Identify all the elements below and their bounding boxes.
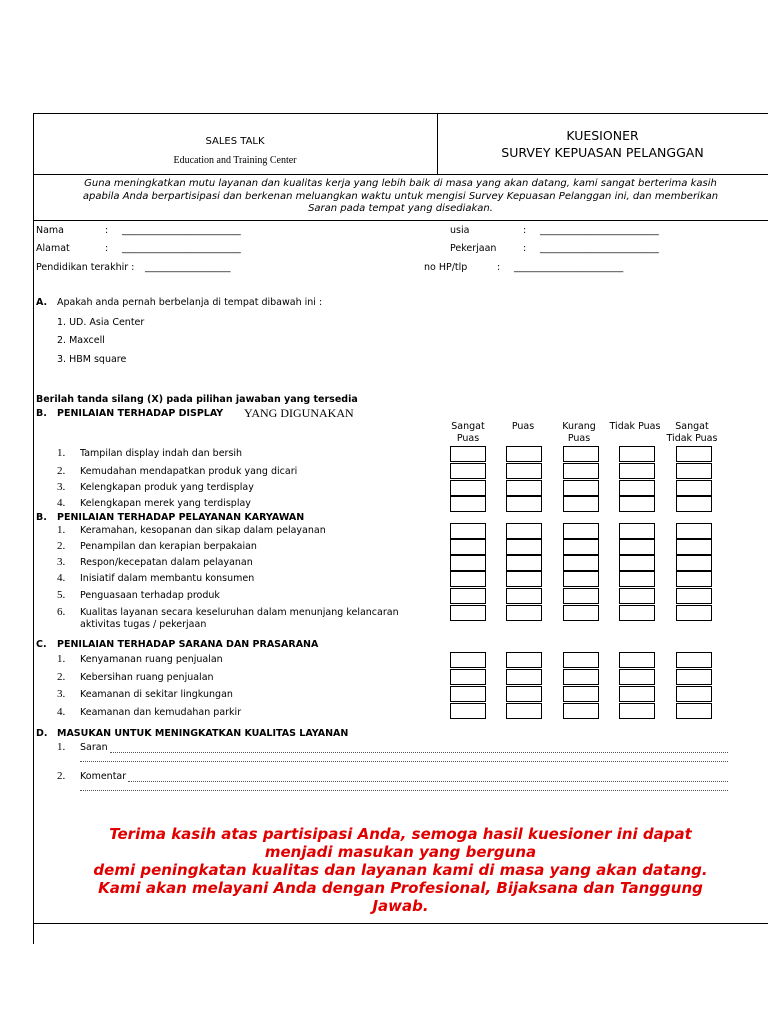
hp-field[interactable]: _______________________ xyxy=(514,262,624,273)
rating-checkbox[interactable] xyxy=(450,652,486,668)
b1-item-text: Kemudahan mendapatkan produk yang dicari xyxy=(80,466,298,477)
rating-checkbox[interactable] xyxy=(676,555,712,571)
rating-checkbox[interactable] xyxy=(563,652,599,668)
b1-item-num: 3. xyxy=(57,481,66,493)
rating-checkbox[interactable] xyxy=(450,571,486,587)
rating-checkbox[interactable] xyxy=(450,669,486,685)
col-sangat-puas-1: Sangat xyxy=(451,421,485,432)
rating-checkbox[interactable] xyxy=(619,605,655,621)
rating-checkbox[interactable] xyxy=(619,496,655,512)
alamat-colon: : xyxy=(105,243,109,254)
instruction-text: Berilah tanda silang (X) pada pilihan jawaban yang tersedia xyxy=(36,394,358,405)
rating-checkbox[interactable] xyxy=(506,652,542,668)
rating-checkbox[interactable] xyxy=(676,669,712,685)
rating-checkbox[interactable] xyxy=(563,703,599,719)
rating-checkbox[interactable] xyxy=(506,523,542,539)
hp-colon: : xyxy=(497,262,501,273)
section-b1-letter: B. xyxy=(36,408,47,419)
rating-checkbox[interactable] xyxy=(619,523,655,539)
header-divider xyxy=(33,174,768,175)
c-item-num: 3. xyxy=(57,688,66,700)
rating-checkbox[interactable] xyxy=(619,669,655,685)
closing-line-5: Jawab. xyxy=(372,897,429,915)
rating-checkbox[interactable] xyxy=(563,555,599,571)
section-a-option-3: 3. HBM square xyxy=(57,354,127,365)
col-tidak-puas: Tidak Puas xyxy=(609,421,661,432)
rating-checkbox[interactable] xyxy=(676,571,712,587)
section-b1-title-tail: YANG DIGUNAKAN xyxy=(244,406,354,420)
rating-checkbox[interactable] xyxy=(563,480,599,496)
section-a-option-1: 1. UD. Asia Center xyxy=(57,317,145,328)
rating-checkbox[interactable] xyxy=(450,539,486,555)
bottom-divider xyxy=(33,923,768,924)
usia-field[interactable]: _________________________ xyxy=(540,225,659,236)
rating-checkbox[interactable] xyxy=(506,686,542,702)
rating-checkbox[interactable] xyxy=(563,605,599,621)
pekerjaan-colon: : xyxy=(523,243,527,254)
rating-checkbox[interactable] xyxy=(506,703,542,719)
closing-line-2: menjadi masukan yang berguna xyxy=(264,843,537,861)
c-item-text: Keamanan dan kemudahan parkir xyxy=(80,707,242,718)
rating-checkbox[interactable] xyxy=(450,588,486,604)
rating-checkbox[interactable] xyxy=(506,669,542,685)
c-item-text: Kenyamanan ruang penjualan xyxy=(80,654,223,665)
b1-item-num: 4. xyxy=(57,497,66,509)
rating-checkbox[interactable] xyxy=(506,463,542,479)
nama-label: Nama xyxy=(36,225,65,236)
pekerjaan-label: Pekerjaan xyxy=(450,243,497,254)
col-sangat-puas-2: Puas xyxy=(456,433,480,444)
saran-field-line-1[interactable] xyxy=(110,752,728,753)
intro-line-2: apabila Anda berpartisipasi dan berkenan meluangkan waktu untuk mengisi Survey Kepuasan Pelanggan ini, dan memberikan xyxy=(82,191,719,202)
section-c-letter: C. xyxy=(36,639,47,650)
b1-item-text: Kelengkapan produk yang terdisplay xyxy=(80,482,254,493)
rating-checkbox[interactable] xyxy=(563,446,599,462)
rating-checkbox[interactable] xyxy=(450,523,486,539)
saran-label: Saran xyxy=(80,742,108,753)
nama-field[interactable]: _________________________ xyxy=(122,225,241,236)
alamat-field[interactable]: _________________________ xyxy=(122,243,241,254)
closing-line-4: Kami akan melayani Anda dengan Profesional, Bijaksana dan Tanggung xyxy=(98,879,703,897)
section-d-title: MASUKAN UNTUK MENINGKATKAN KUALITAS LAYANAN xyxy=(57,728,349,739)
rating-checkbox[interactable] xyxy=(676,463,712,479)
b1-item-num: 1. xyxy=(57,447,66,459)
col-kurang-puas-1: Kurang xyxy=(562,421,596,432)
d-item-num: 2. xyxy=(57,770,66,782)
b1-item-text: Tampilan display indah dan bersih xyxy=(80,448,243,459)
d-item-num: 1. xyxy=(57,741,66,753)
rating-checkbox[interactable] xyxy=(506,588,542,604)
rating-checkbox[interactable] xyxy=(676,446,712,462)
pekerjaan-field[interactable]: _________________________ xyxy=(540,243,659,254)
closing-line-3: demi peningkatan kualitas dan layanan kami di masa yang akan datang. xyxy=(93,861,708,879)
rating-checkbox[interactable] xyxy=(450,446,486,462)
b2-item-text: Penguasaan terhadap produk xyxy=(80,590,220,601)
rating-checkbox[interactable] xyxy=(563,588,599,604)
rating-checkbox[interactable] xyxy=(506,496,542,512)
section-b2-title: PENILAIAN TERHADAP PELAYANAN KARYAWAN xyxy=(57,512,305,523)
rating-checkbox[interactable] xyxy=(619,652,655,668)
usia-colon: : xyxy=(523,225,527,236)
rating-checkbox[interactable] xyxy=(506,605,542,621)
rating-checkbox[interactable] xyxy=(563,571,599,587)
rating-checkbox[interactable] xyxy=(563,463,599,479)
rating-checkbox[interactable] xyxy=(619,446,655,462)
b2-item-text: Kualitas layanan secara keseluruhan dalam menunjang kelancaran xyxy=(80,607,399,618)
b2-item-num: 1. xyxy=(57,524,66,536)
section-a-question: Apakah anda pernah berbelanja di tempat dibawah ini : xyxy=(57,297,323,308)
b2-item-text-cont: aktivitas tugas / pekerjaan xyxy=(80,619,207,630)
rating-checkbox[interactable] xyxy=(563,539,599,555)
section-c-title: PENILAIAN TERHADAP SARANA DAN PRASARANA xyxy=(57,639,319,650)
header-split xyxy=(437,113,438,174)
komentar-label: Komentar xyxy=(80,771,127,782)
c-item-num: 1. xyxy=(57,653,66,665)
rating-checkbox[interactable] xyxy=(563,686,599,702)
section-a-option-2: 2. Maxcell xyxy=(57,335,105,346)
rating-checkbox[interactable] xyxy=(619,555,655,571)
c-item-num: 4. xyxy=(57,706,66,718)
c-item-text: Keamanan di sekitar lingkungan xyxy=(80,689,233,700)
rating-checkbox[interactable] xyxy=(619,686,655,702)
c-item-num: 2. xyxy=(57,671,66,683)
section-a-letter: A. xyxy=(36,297,48,308)
rating-checkbox[interactable] xyxy=(450,496,486,512)
b2-item-text: Penampilan dan kerapian berpakaian xyxy=(80,541,257,552)
col-kurang-puas-2: Puas xyxy=(567,433,591,444)
b2-item-num: 2. xyxy=(57,540,66,552)
rating-checkbox[interactable] xyxy=(619,480,655,496)
pendidikan-field[interactable]: __________________ xyxy=(145,262,231,273)
rating-checkbox[interactable] xyxy=(563,669,599,685)
b2-item-num: 4. xyxy=(57,572,66,584)
intro-divider xyxy=(33,220,768,221)
komentar-field-line-2[interactable] xyxy=(80,790,728,791)
hp-label: no HP/tlp xyxy=(424,262,468,273)
c-item-text: Kebersihan ruang penjualan xyxy=(80,672,214,683)
rating-checkbox[interactable] xyxy=(676,496,712,512)
rating-checkbox[interactable] xyxy=(676,652,712,668)
b1-item-text: Kelengkapan merek yang terdisplay xyxy=(80,498,251,509)
rating-checkbox[interactable] xyxy=(450,480,486,496)
rating-checkbox[interactable] xyxy=(563,496,599,512)
col-sangat-tidak-puas-2: Tidak Puas xyxy=(666,433,718,444)
saran-field-line-2[interactable] xyxy=(80,761,728,762)
nama-colon: : xyxy=(105,225,109,236)
rating-checkbox[interactable] xyxy=(619,571,655,587)
rating-checkbox[interactable] xyxy=(619,703,655,719)
rating-checkbox[interactable] xyxy=(676,539,712,555)
rating-checkbox[interactable] xyxy=(676,523,712,539)
rating-checkbox[interactable] xyxy=(450,463,486,479)
b2-item-num: 6. xyxy=(57,606,66,618)
rating-checkbox[interactable] xyxy=(506,555,542,571)
rating-checkbox[interactable] xyxy=(676,605,712,621)
rating-checkbox[interactable] xyxy=(619,463,655,479)
rating-checkbox[interactable] xyxy=(506,480,542,496)
rating-checkbox[interactable] xyxy=(506,539,542,555)
org-name: SALES TALK xyxy=(205,136,265,147)
rating-checkbox[interactable] xyxy=(676,703,712,719)
col-puas: Puas xyxy=(511,421,535,432)
alamat-label: Alamat xyxy=(36,243,70,254)
rating-checkbox[interactable] xyxy=(676,480,712,496)
komentar-field-line-1[interactable] xyxy=(128,781,728,782)
section-b2-letter: B. xyxy=(36,512,47,523)
rating-checkbox[interactable] xyxy=(450,703,486,719)
col-sangat-tidak-puas-1: Sangat xyxy=(675,421,709,432)
b2-item-text: Respon/kecepatan dalam pelayanan xyxy=(80,557,253,568)
b1-item-num: 2. xyxy=(57,465,66,477)
intro-line-1: Guna meningkatkan mutu layanan dan kualitas kerja yang lebih baik di masa yang akan datang, kami sangat berterima kasih xyxy=(84,178,717,189)
intro-line-3: Saran pada tempat yang disediakan. xyxy=(308,203,493,214)
rating-checkbox[interactable] xyxy=(450,605,486,621)
rating-checkbox[interactable] xyxy=(619,539,655,555)
rating-checkbox[interactable] xyxy=(676,588,712,604)
form-title-line2: SURVEY KEPUASAN PELANGGAN xyxy=(501,145,704,160)
usia-label: usia xyxy=(450,225,470,236)
b2-item-text: Keramahan, kesopanan dan sikap dalam pelayanan xyxy=(80,525,326,536)
b2-item-num: 3. xyxy=(57,556,66,568)
rating-checkbox[interactable] xyxy=(619,588,655,604)
pendidikan-label: Pendidikan terakhir : xyxy=(36,262,135,273)
rating-checkbox[interactable] xyxy=(506,446,542,462)
form-title-line1: KUESIONER xyxy=(566,128,639,143)
b2-item-num: 5. xyxy=(57,589,66,601)
rating-checkbox[interactable] xyxy=(506,571,542,587)
rating-checkbox[interactable] xyxy=(450,555,486,571)
section-d-letter: D. xyxy=(36,728,48,739)
section-b1-title: PENILAIAN TERHADAP DISPLAY xyxy=(57,408,224,419)
closing-line-1: Terima kasih atas partisipasi Anda, semoga hasil kuesioner ini dapat xyxy=(109,825,692,843)
rating-checkbox[interactable] xyxy=(450,686,486,702)
rating-checkbox[interactable] xyxy=(563,523,599,539)
rating-checkbox[interactable] xyxy=(676,686,712,702)
b2-item-text: Inisiatif dalam membantu konsumen xyxy=(80,573,255,584)
org-subtitle: Education and Training Center xyxy=(173,155,297,166)
